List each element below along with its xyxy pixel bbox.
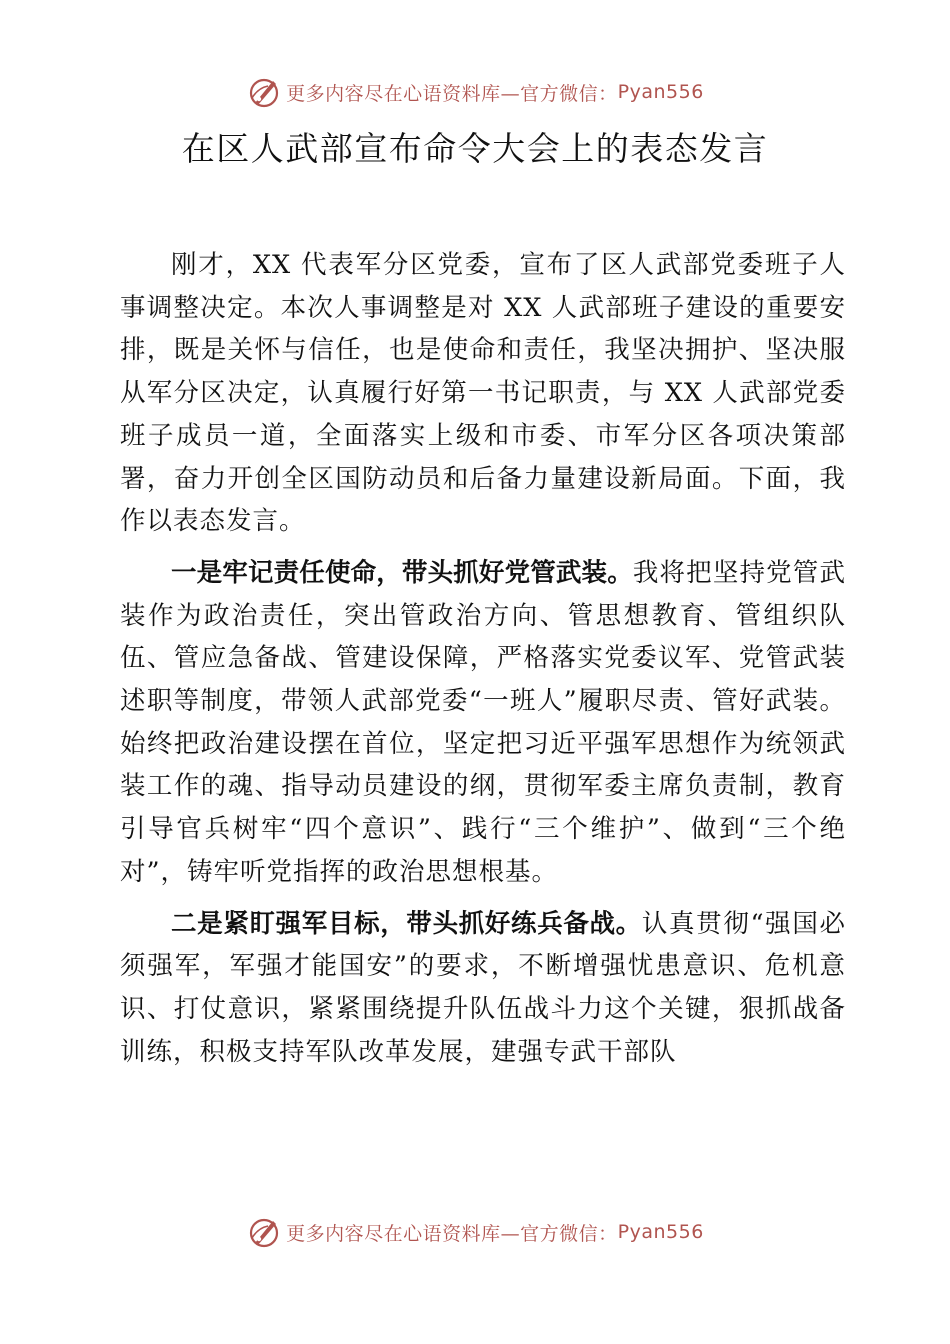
banner-site-text: 更多内容尽在心语资料库—官方微信： — [286, 82, 618, 105]
quill-pen-circle-icon — [246, 1214, 282, 1250]
banner-wechat-id: Pyan556 — [617, 81, 704, 103]
banner-wechat-id: Pyan556 — [617, 1221, 704, 1243]
quill-pen-circle-icon — [246, 74, 282, 110]
footer-banner — [0, 1212, 950, 1252]
paragraph-lead: 一是牢记责任使命，带头抓好党管武装。 — [171, 557, 633, 588]
document-title: 在区人武部宣布命令大会上的表态发言 — [181, 129, 769, 168]
paragraph-text: 我将把坚持党管武装作为政治责任，突出管政治方向、管思想教育、管组织队伍、管应急备战、管建设保障，严格落实党委议军、党管武装述职等制度，带领人武部党委“一班人”履职尽责、管好武装。始终把政治建设摆在首位，坚定把习近平强军思想作为统领武装工作的魂、指导动员建设的纲，贯彻军委主席负责制，教育引导官兵树牢“四个意识”、践行“三个维护”、做到“三个绝对”，铸牢听党指挥的政治思想根基。 — [120, 557, 846, 887]
paragraph — [120, 552, 846, 894]
paragraph-text: 认真贯彻“强国必须强军，军强才能国安”的要求，不断增强忧患意识、危机意识、打仗意识，紧紧围绕提升队伍战斗力这个关键，狠抓战备训练，积极支持军队改革发展，建强专武干部队 — [120, 908, 846, 1067]
document-body — [120, 244, 846, 1073]
paragraph-text: 刚才，XX 代表军分区党委，宣布了区人武部党委班子人事调整决定。本次人事调整是对 XX 人武部班子建设的重要安排，既是关怀与信任，也是使命和责任，我坚决拥护、坚决服从军分区决定，认真履行好第一书记职责，与 XX 人武部党委班子成员一道，全面落实上级和市委、市军分区各项决策部署，奋力开创全区国防动员和后备力量建设新局面。下面，我作以表态发言。 — [120, 250, 846, 537]
header-banner — [0, 72, 950, 112]
paragraph-lead: 二是紧盯强军目标，带头抓好练兵备战。 — [171, 908, 642, 939]
paragraph — [120, 244, 846, 543]
banner-site-text: 更多内容尽在心语资料库—官方微信： — [286, 1222, 618, 1245]
paragraph — [120, 903, 846, 1074]
